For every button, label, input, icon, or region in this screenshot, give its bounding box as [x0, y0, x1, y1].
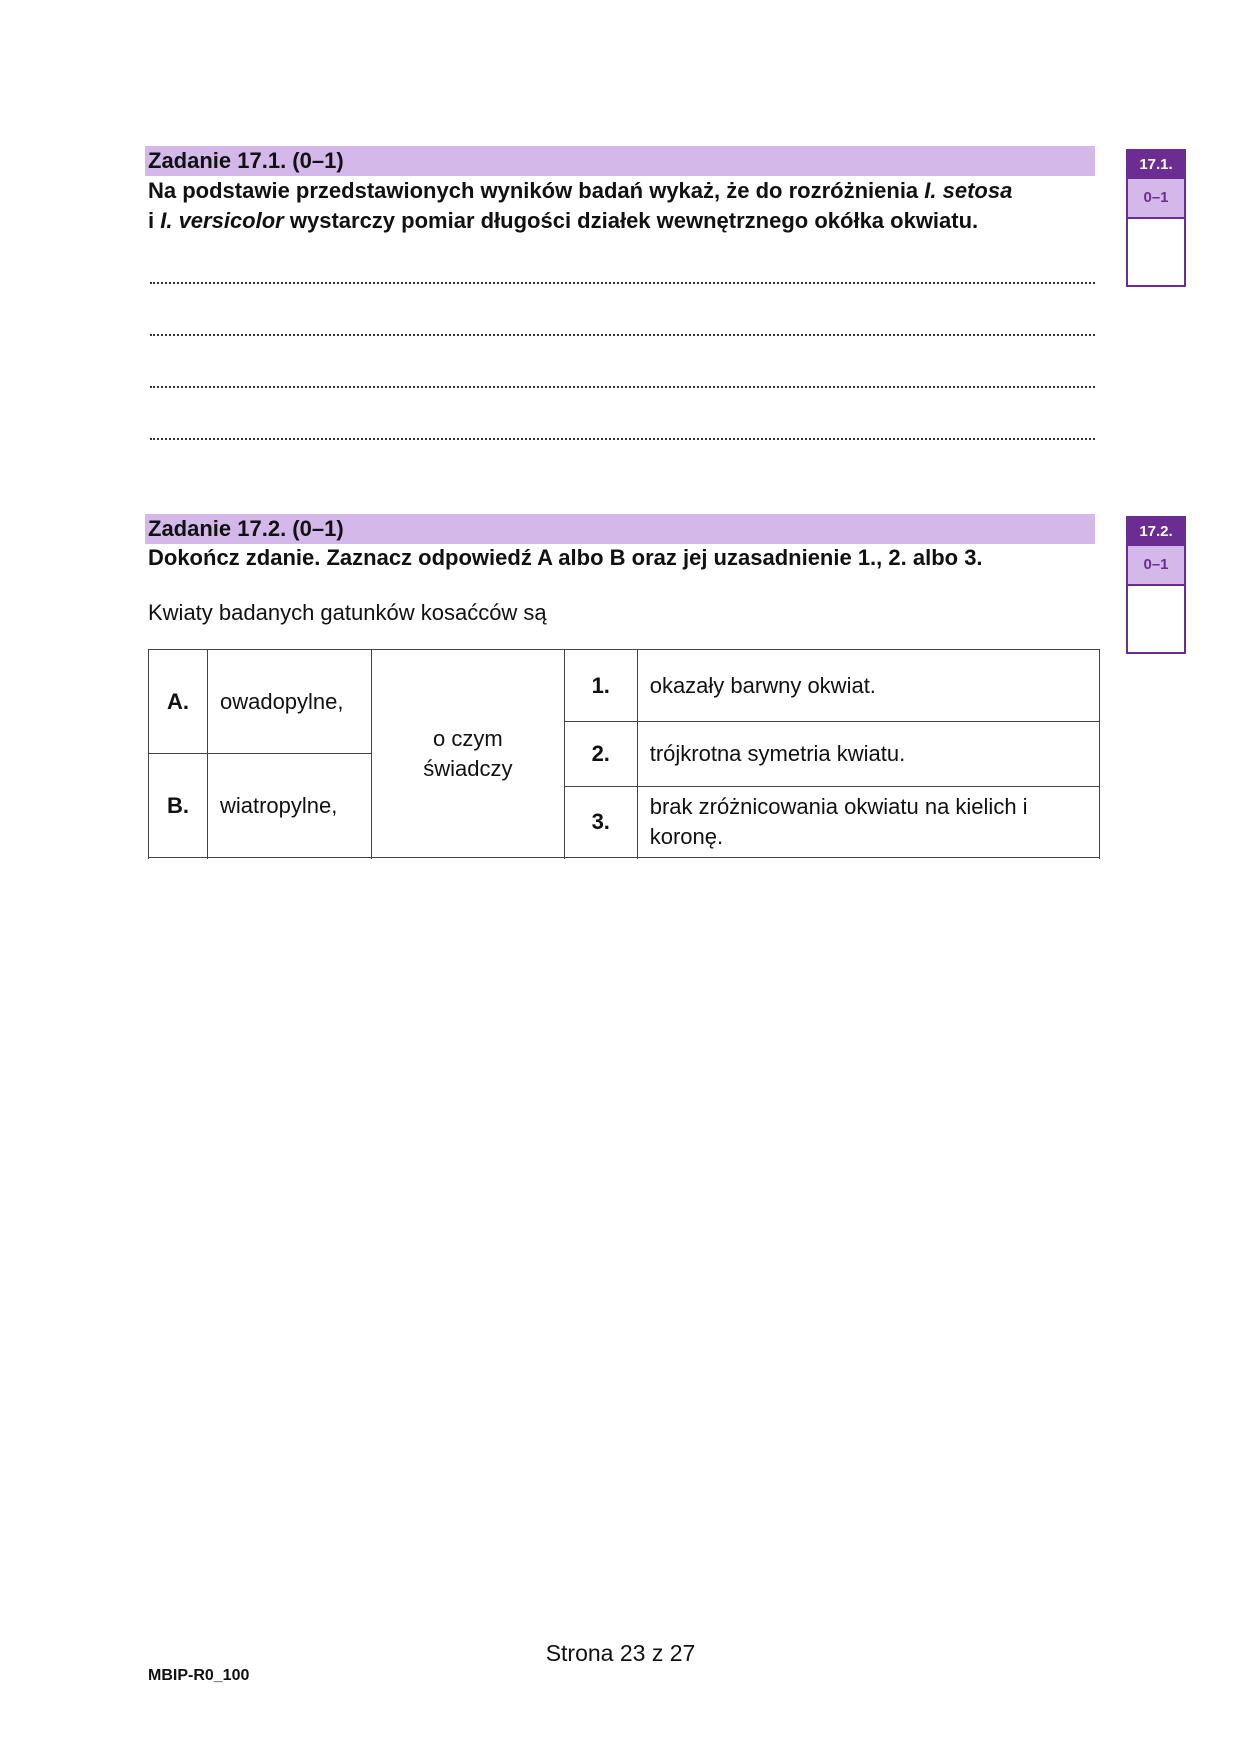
page-number: Strona 23 z 27	[545, 1640, 696, 1666]
reason-1-label[interactable]: 1.	[564, 650, 637, 722]
option-b-text[interactable]: wiatropylne,	[207, 754, 371, 858]
species-versicolor: I. versicolor	[160, 208, 284, 233]
question-stem: Kwiaty badanych gatunków kosaćców są	[148, 600, 547, 625]
task-17-1-instruction	[148, 176, 1078, 236]
answer-table	[148, 649, 1100, 858]
reason-1-text[interactable]: okazały barwny okwiat.	[637, 650, 1099, 722]
instruction-part: i	[148, 208, 161, 233]
task-17-1-title: Zadanie 17.1. (0–1)	[145, 146, 1095, 176]
option-a-label[interactable]: A.	[149, 650, 208, 754]
score-number: 17.1.	[1128, 151, 1184, 179]
instruction-part: wystarczy pomiar długości działek wewnętrznego okółka okwiatu.	[283, 208, 979, 233]
reason-3-text[interactable]: brak zróżnicowania okwiatu na kielich i koronę.	[637, 787, 1099, 858]
answer-line-1[interactable]	[150, 280, 1095, 284]
answer-line-3[interactable]	[150, 384, 1095, 388]
option-b-label[interactable]: B.	[149, 754, 208, 858]
instruction-part: Na podstawie przedstawionych wyników badań wykaż, że do rozróżnienia	[148, 178, 925, 203]
score-points: 0–1	[1128, 546, 1184, 586]
score-field[interactable]	[1128, 586, 1184, 654]
option-a-text[interactable]: owadopylne,	[207, 650, 371, 754]
answer-line-4[interactable]	[150, 436, 1095, 440]
score-box-17-2	[1126, 516, 1186, 654]
task-17-2-instruction: Dokończ zdanie. Zaznacz odpowiedź A albo B oraz jej uzasadnienie 1., 2. albo 3.	[148, 545, 983, 570]
score-number: 17.2.	[1128, 518, 1184, 546]
reason-3-label[interactable]: 3.	[564, 787, 637, 858]
exam-code: MBIP-R0_100	[148, 1667, 250, 1684]
species-setosa: I. setosa	[924, 178, 1013, 203]
score-field[interactable]	[1128, 219, 1184, 287]
score-points: 0–1	[1128, 179, 1184, 219]
reason-2-text[interactable]: trójkrotna symetria kwiatu.	[637, 722, 1099, 787]
connector-text: o czym świadczy	[371, 650, 564, 858]
reason-2-label[interactable]: 2.	[564, 722, 637, 787]
answer-line-2[interactable]	[150, 332, 1095, 336]
task-17-2-title: Zadanie 17.2. (0–1)	[145, 514, 1095, 544]
score-box-17-1	[1126, 149, 1186, 287]
